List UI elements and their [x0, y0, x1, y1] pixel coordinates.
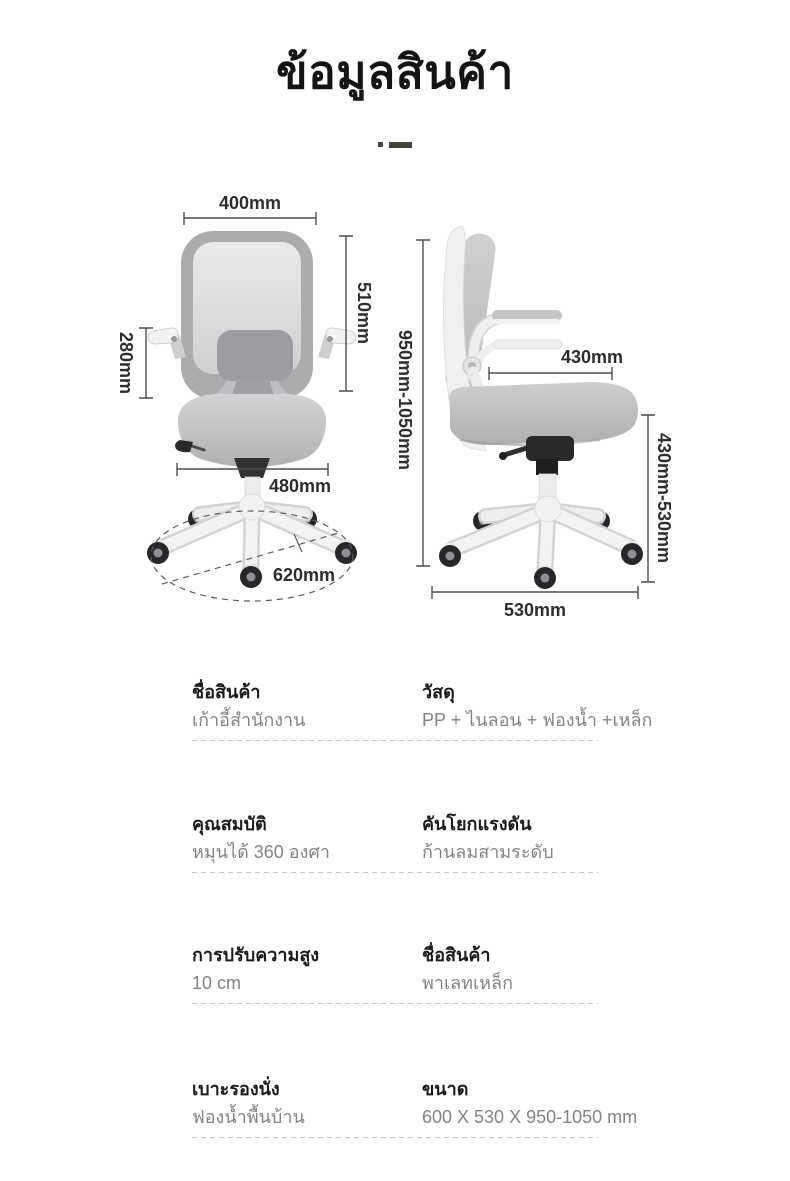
spec-gas-lift: [422, 812, 632, 864]
page-title: ข้อมูลสินค้า: [276, 46, 514, 98]
spec-value: ก้านลมสามระดับ: [422, 842, 554, 862]
spec-label: ขนาด: [422, 1079, 469, 1099]
dim-seat-height-range-label: 430mm-530mm: [654, 432, 674, 564]
spec-divider: [192, 740, 598, 741]
spec-material: [422, 680, 653, 732]
spec-value: PP + ไนลอน + ฟองน้ำ +เหล็ก: [422, 710, 653, 730]
spec-value: 600 X 530 X 950-1050 mm: [422, 1107, 638, 1127]
dim-base-diameter-label: 620mm: [272, 565, 336, 585]
spec-divider: [192, 1003, 598, 1004]
side-seat-cushion: [449, 382, 638, 445]
lumbar-pillow: [217, 330, 293, 381]
spec-value: พาเลทเหล็ก: [422, 973, 513, 993]
front-left-armrest: [148, 328, 186, 359]
dim-seat-depth-label: 430mm: [560, 347, 624, 367]
spec-label: วัสดุ: [422, 682, 455, 702]
spec-value: ฟองน้ำพื้นบ้าน: [192, 1107, 305, 1127]
dim-backrest-width-label: 400mm: [218, 193, 282, 213]
spec-label: การปรับความสูง: [192, 945, 320, 965]
spec-value: เก้าอี้สำนักงาน: [192, 710, 306, 730]
side-base-legs: [453, 496, 630, 569]
front-backrest: [181, 231, 313, 399]
dim-seat-width-label: 480mm: [268, 476, 332, 496]
dim-total-height-label: 950mm-1050mm: [395, 329, 415, 471]
dim-base-depth-label: 530mm: [503, 600, 567, 620]
spec-size: [422, 1077, 638, 1129]
spec-seat-cushion: [192, 1077, 412, 1129]
spec-divider: [192, 872, 598, 873]
dim-backrest-height-label: 510mm: [354, 281, 374, 345]
chair-front-view: [147, 231, 357, 601]
spec-value: 10 cm: [192, 973, 242, 993]
front-right-armrest: [318, 328, 356, 359]
chair-side-view: [439, 226, 643, 589]
spec-value: หมุนได้ 360 องศา: [192, 842, 330, 862]
spec-base-material: [422, 943, 632, 995]
spec-label: ชื่อสินค้า: [422, 945, 491, 965]
spec-label: คุณสมบัติ: [192, 814, 267, 834]
spec-label: คันโยกแรงดัน: [422, 814, 532, 834]
spec-divider: [192, 1137, 598, 1138]
front-seat-cushion: [178, 394, 326, 467]
spec-product-name: [192, 680, 412, 732]
spec-label: เบาะรองนั่ง: [192, 1079, 280, 1099]
front-base-legs: [163, 494, 341, 568]
spec-feature: [192, 812, 412, 864]
spec-label: ชื่อสินค้า: [192, 682, 261, 702]
side-mechanism: [499, 436, 574, 506]
dim-armrest-height-label: 280mm: [116, 331, 136, 395]
spec-height-adjust: [192, 943, 412, 995]
